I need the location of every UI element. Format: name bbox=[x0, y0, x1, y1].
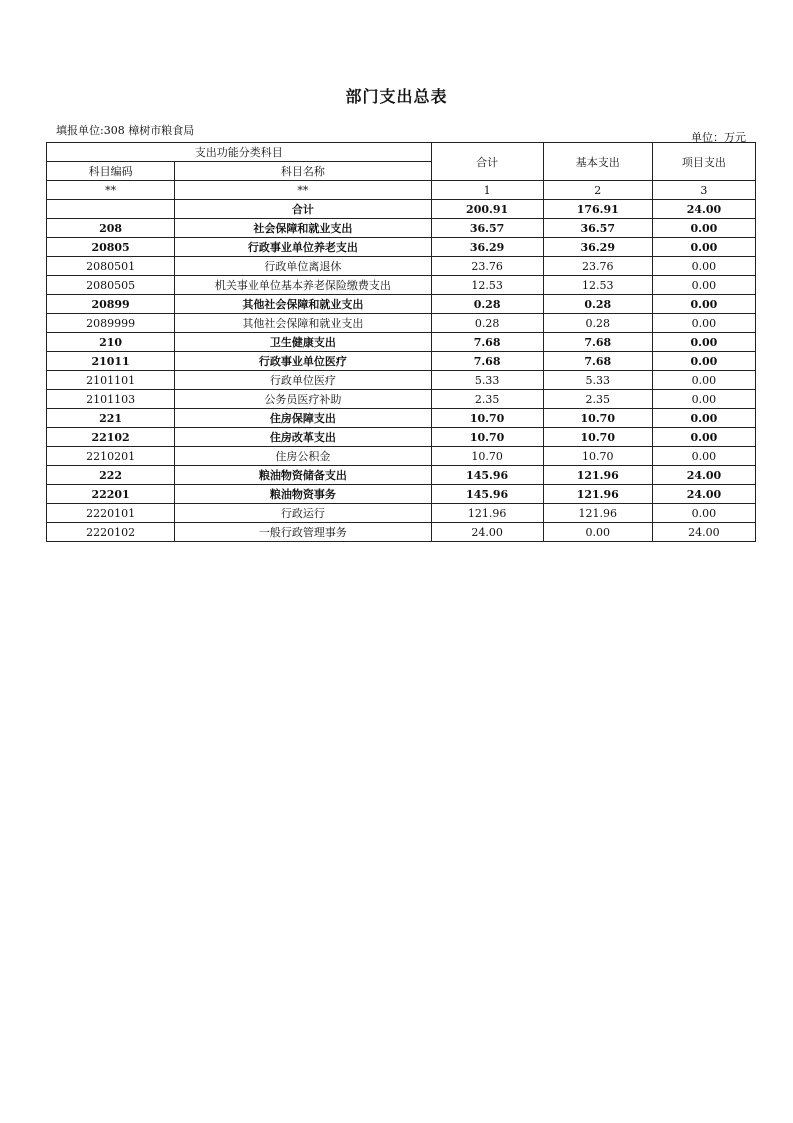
basic-cell: 121.96 bbox=[543, 466, 652, 485]
code-cell: 2220101 bbox=[47, 504, 175, 523]
name-cell: 其他社会保障和就业支出 bbox=[175, 295, 431, 314]
project-cell: 24.00 bbox=[652, 485, 755, 504]
basic-cell: 5.33 bbox=[543, 371, 652, 390]
total-cell: 12.53 bbox=[431, 276, 543, 295]
name-cell: 其他社会保障和就业支出 bbox=[175, 314, 431, 333]
basic-cell: 12.53 bbox=[543, 276, 652, 295]
code-cell: 2210201 bbox=[47, 447, 175, 466]
code-cell: 222 bbox=[47, 466, 175, 485]
project-cell: 0.00 bbox=[652, 352, 755, 371]
project-cell: 0.00 bbox=[652, 276, 755, 295]
header-index-row bbox=[47, 181, 756, 200]
name-cell: 粮油物资事务 bbox=[175, 485, 431, 504]
project-cell: 0.00 bbox=[652, 428, 755, 447]
table-row bbox=[47, 352, 756, 371]
total-cell: 7.68 bbox=[431, 352, 543, 371]
table-row bbox=[47, 428, 756, 447]
total-cell: 10.70 bbox=[431, 409, 543, 428]
total-cell: 36.57 bbox=[431, 219, 543, 238]
project-cell: 24.00 bbox=[652, 466, 755, 485]
table-row bbox=[47, 200, 756, 219]
name-cell: 住房保障支出 bbox=[175, 409, 431, 428]
code-cell: 2080501 bbox=[47, 257, 175, 276]
total-cell: 10.70 bbox=[431, 447, 543, 466]
total-cell: 145.96 bbox=[431, 466, 543, 485]
name-cell: 行政运行 bbox=[175, 504, 431, 523]
header-basic: 基本支出 bbox=[543, 143, 652, 181]
total-cell: 0.28 bbox=[431, 295, 543, 314]
index-cell: 2 bbox=[543, 181, 652, 200]
name-cell: 社会保障和就业支出 bbox=[175, 219, 431, 238]
code-cell: 2101101 bbox=[47, 371, 175, 390]
basic-cell: 7.68 bbox=[543, 352, 652, 371]
basic-cell: 10.70 bbox=[543, 428, 652, 447]
code-cell: 21011 bbox=[47, 352, 175, 371]
basic-cell: 121.96 bbox=[543, 485, 652, 504]
project-cell: 0.00 bbox=[652, 447, 755, 466]
table-row bbox=[47, 504, 756, 523]
project-cell: 0.00 bbox=[652, 504, 755, 523]
total-cell: 5.33 bbox=[431, 371, 543, 390]
project-cell: 0.00 bbox=[652, 219, 755, 238]
project-cell: 0.00 bbox=[652, 257, 755, 276]
header-code: 科目编码 bbox=[47, 162, 175, 181]
code-cell: 22201 bbox=[47, 485, 175, 504]
code-cell: 210 bbox=[47, 333, 175, 352]
name-cell: 粮油物资储备支出 bbox=[175, 466, 431, 485]
name-cell: 卫生健康支出 bbox=[175, 333, 431, 352]
code-cell: 2080505 bbox=[47, 276, 175, 295]
expenditure-table bbox=[46, 142, 756, 542]
total-cell: 145.96 bbox=[431, 485, 543, 504]
code-cell: 208 bbox=[47, 219, 175, 238]
total-cell: 121.96 bbox=[431, 504, 543, 523]
name-cell: 行政单位离退休 bbox=[175, 257, 431, 276]
code-cell: 22102 bbox=[47, 428, 175, 447]
name-cell: 住房公积金 bbox=[175, 447, 431, 466]
basic-cell: 36.29 bbox=[543, 238, 652, 257]
basic-cell: 0.00 bbox=[543, 523, 652, 542]
basic-cell: 176.91 bbox=[543, 200, 652, 219]
code-cell: 2101103 bbox=[47, 390, 175, 409]
table-row bbox=[47, 257, 756, 276]
total-cell: 7.68 bbox=[431, 333, 543, 352]
basic-cell: 0.28 bbox=[543, 314, 652, 333]
reporting-unit: 填报单位:308 樟树市粮食局 bbox=[56, 124, 195, 137]
project-cell: 0.00 bbox=[652, 333, 755, 352]
index-cell: 3 bbox=[652, 181, 755, 200]
table-row bbox=[47, 409, 756, 428]
header-total: 合计 bbox=[431, 143, 543, 181]
code-cell: 221 bbox=[47, 409, 175, 428]
total-cell: 24.00 bbox=[431, 523, 543, 542]
table-row bbox=[47, 314, 756, 333]
project-cell: 24.00 bbox=[652, 523, 755, 542]
table-row bbox=[47, 390, 756, 409]
header-name: 科目名称 bbox=[175, 162, 431, 181]
code-cell: 2089999 bbox=[47, 314, 175, 333]
total-cell: 200.91 bbox=[431, 200, 543, 219]
project-cell: 0.00 bbox=[652, 390, 755, 409]
basic-cell: 10.70 bbox=[543, 409, 652, 428]
name-cell: 一般行政管理事务 bbox=[175, 523, 431, 542]
table-row bbox=[47, 371, 756, 390]
name-cell: 合计 bbox=[175, 200, 431, 219]
index-cell: ** bbox=[175, 181, 431, 200]
code-cell: 20805 bbox=[47, 238, 175, 257]
currency-unit: 单位：万元 bbox=[691, 131, 746, 144]
header-row-group bbox=[47, 143, 756, 162]
name-cell: 公务员医疗补助 bbox=[175, 390, 431, 409]
name-cell: 行政事业单位养老支出 bbox=[175, 238, 431, 257]
index-cell: 1 bbox=[431, 181, 543, 200]
total-cell: 2.35 bbox=[431, 390, 543, 409]
table-row bbox=[47, 485, 756, 504]
name-cell: 机关事业单位基本养老保险缴费支出 bbox=[175, 276, 431, 295]
project-cell: 0.00 bbox=[652, 409, 755, 428]
total-cell: 10.70 bbox=[431, 428, 543, 447]
code-cell bbox=[47, 200, 175, 219]
basic-cell: 23.76 bbox=[543, 257, 652, 276]
page-title: 部门支出总表 bbox=[345, 87, 448, 106]
basic-cell: 36.57 bbox=[543, 219, 652, 238]
basic-cell: 0.28 bbox=[543, 295, 652, 314]
basic-cell: 10.70 bbox=[543, 447, 652, 466]
table-row bbox=[47, 447, 756, 466]
basic-cell: 121.96 bbox=[543, 504, 652, 523]
code-cell: 20899 bbox=[47, 295, 175, 314]
total-cell: 23.76 bbox=[431, 257, 543, 276]
name-cell: 行政事业单位医疗 bbox=[175, 352, 431, 371]
basic-cell: 7.68 bbox=[543, 333, 652, 352]
project-cell: 0.00 bbox=[652, 295, 755, 314]
table-row bbox=[47, 523, 756, 542]
index-cell: ** bbox=[47, 181, 175, 200]
table-row bbox=[47, 333, 756, 352]
table-row bbox=[47, 238, 756, 257]
code-cell: 2220102 bbox=[47, 523, 175, 542]
name-cell: 住房改革支出 bbox=[175, 428, 431, 447]
header-project: 项目支出 bbox=[652, 143, 755, 181]
name-cell: 行政单位医疗 bbox=[175, 371, 431, 390]
project-cell: 0.00 bbox=[652, 314, 755, 333]
table-row bbox=[47, 466, 756, 485]
basic-cell: 2.35 bbox=[543, 390, 652, 409]
project-cell: 0.00 bbox=[652, 371, 755, 390]
total-cell: 0.28 bbox=[431, 314, 543, 333]
total-cell: 36.29 bbox=[431, 238, 543, 257]
project-cell: 24.00 bbox=[652, 200, 755, 219]
table-row bbox=[47, 219, 756, 238]
project-cell: 0.00 bbox=[652, 238, 755, 257]
table-row bbox=[47, 295, 756, 314]
table-row bbox=[47, 276, 756, 295]
header-group-label: 支出功能分类科目 bbox=[47, 143, 432, 162]
